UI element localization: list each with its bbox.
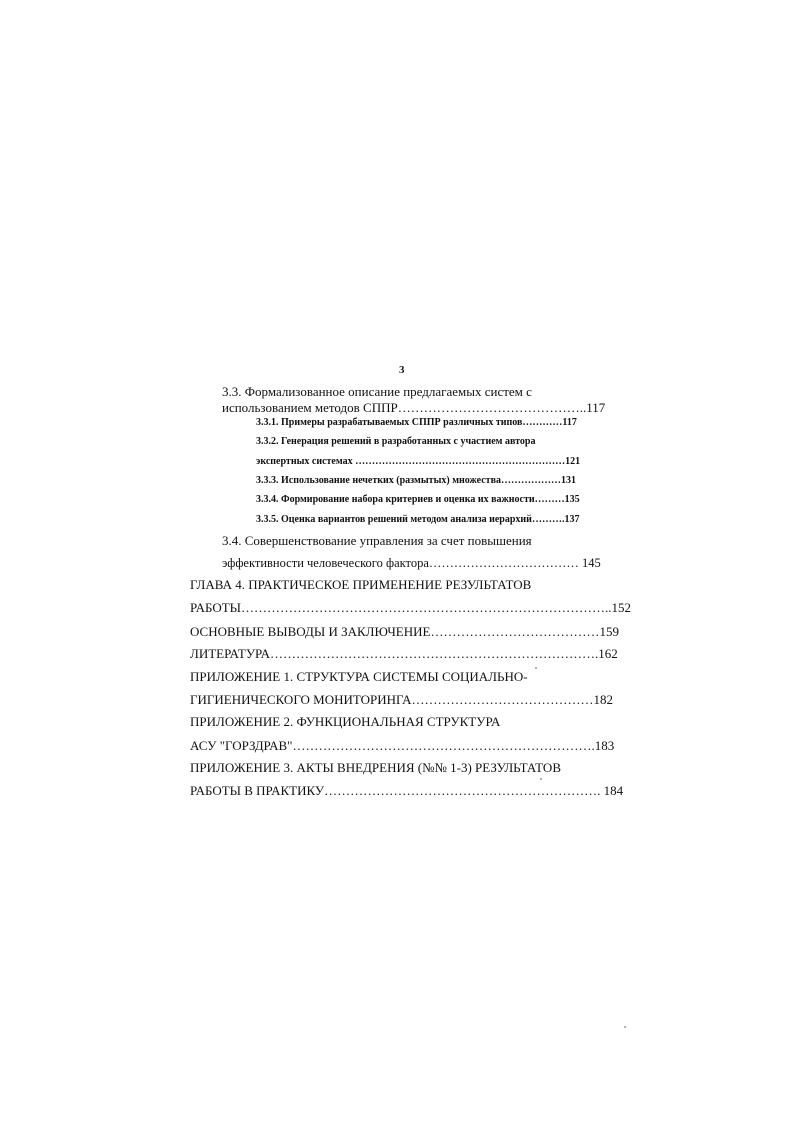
toc-section-3-3-line2: использованием методов СППР……………………………………..117 [222, 400, 606, 415]
toc-section-3-4-line1: 3.4. Совершенствование управления за счет повышения [222, 533, 532, 548]
toc-appendix-2-line2: АСУ "ГОРЗДРАВ"…………………………………………………………….183 [190, 738, 615, 753]
scan-speck [535, 667, 537, 669]
toc-section-3-3-2-line2: экспертных системах ………………………………………………………121 [256, 456, 581, 467]
scan-speck [540, 778, 542, 780]
toc-section-3-4-line2: эффективности человеческого фактора……………………………… 145 [222, 556, 601, 570]
toc-section-3-3-3: 3.3.3. Использование нечетких (размытых) множества………………131 [256, 475, 576, 486]
toc-appendix-1-line2: ГИГИЕНИЧЕСКОГО МОНИТОРИНГА……………………………………182 [190, 692, 614, 707]
toc-section-3-3-1: 3.3.1. Примеры разрабатываемых СППР различных типов…………117 [256, 417, 577, 428]
page-number: 3 [399, 364, 405, 376]
scan-speck [624, 1026, 626, 1028]
toc-literature: ЛИТЕРАТУРА………………………………………………………………….162 [190, 646, 618, 661]
toc-appendix-1-line1: ПРИЛОЖЕНИЕ 1. СТРУКТУРА СИСТЕМЫ СОЦИАЛЬНО- [190, 669, 528, 684]
toc-appendix-2-line1: ПРИЛОЖЕНИЕ 2. ФУНКЦИОНАЛЬНАЯ СТРУКТУРА [190, 714, 501, 729]
toc-chapter-4-line1: ГЛАВА 4. ПРАКТИЧЕСКОЕ ПРИМЕНЕНИЕ РЕЗУЛЬТАТОВ [190, 577, 532, 592]
toc-section-3-3-4: 3.3.4. Формирование набора критериев и оценка их важности………135 [256, 494, 580, 505]
toc-appendix-3-line2: РАБОТЫ В ПРАКТИКУ………………………………………………………. 184 [190, 783, 624, 798]
toc-chapter-4-line2: РАБОТЫ…………………………………………………………………………..152 [190, 600, 631, 615]
toc-conclusions: ОСНОВНЫЕ ВЫВОДЫ И ЗАКЛЮЧЕНИЕ…………………………………159 [190, 624, 619, 639]
toc-section-3-3-line1: 3.3. Формализованное описание предлагаемых систем с [222, 384, 532, 399]
toc-section-3-3-2-line1: 3.3.2. Генерация решений в разработанных с участием автора [256, 436, 536, 447]
toc-appendix-3-line1: ПРИЛОЖЕНИЕ 3. АКТЫ ВНЕДРЕНИЯ (№№ 1-3) РЕЗУЛЬТАТОВ [190, 760, 561, 775]
toc-section-3-3-5: 3.3.5. Оценка вариантов решений методом анализа иерархий……….137 [256, 514, 580, 525]
